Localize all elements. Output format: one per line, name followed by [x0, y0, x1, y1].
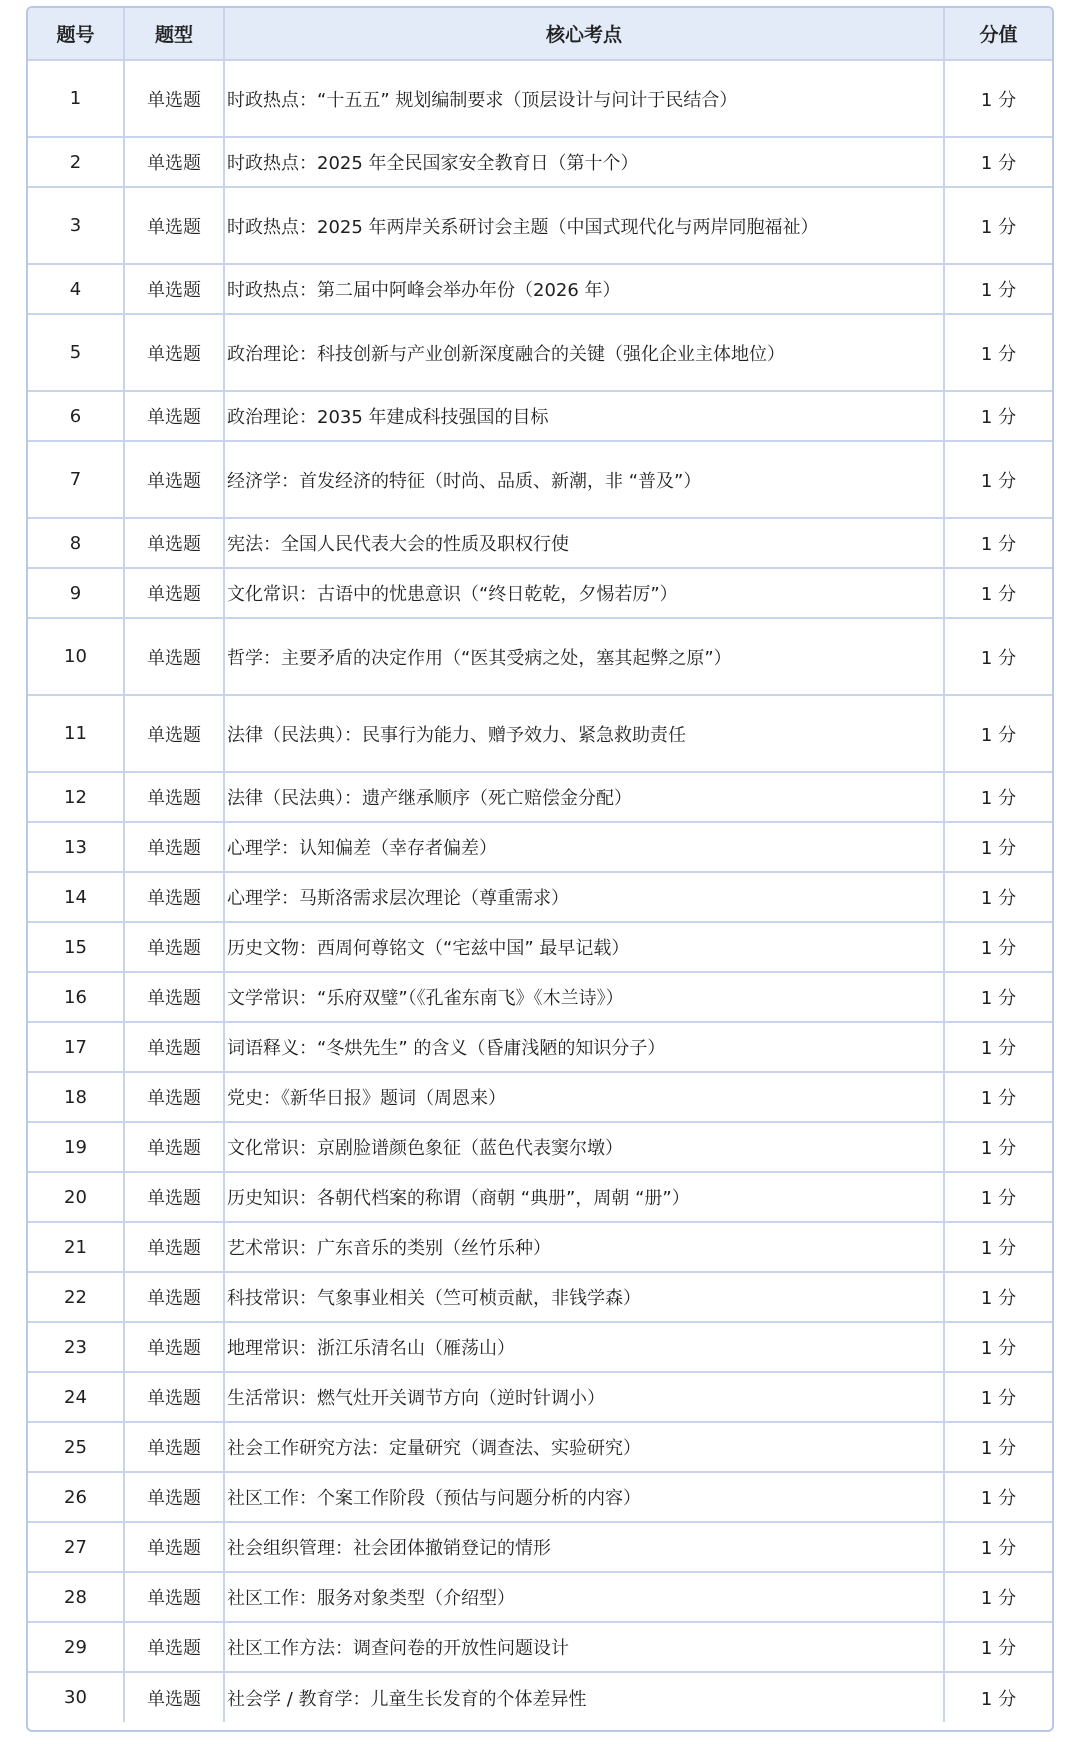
- row-number: 30: [28, 1672, 124, 1722]
- table-row: [28, 922, 1052, 972]
- row-number: 1: [28, 60, 124, 137]
- row-number: 20: [28, 1172, 124, 1222]
- row-type: 单选题: [124, 1222, 224, 1272]
- row-type: 单选题: [124, 1022, 224, 1072]
- row-type: 单选题: [124, 1572, 224, 1622]
- row-point: 历史知识：各朝代档案的称谓（商朝 “典册”，周朝 “册”）: [224, 1172, 944, 1222]
- row-number: 28: [28, 1572, 124, 1622]
- table-body: [28, 60, 1052, 1722]
- table-row: [28, 391, 1052, 441]
- row-type: 单选题: [124, 772, 224, 822]
- row-point: 哲学：主要矛盾的决定作用（“医其受病之处，塞其起弊之原”）: [224, 618, 944, 695]
- row-number: 23: [28, 1322, 124, 1372]
- row-point: 社区工作：个案工作阶段（预估与问题分析的内容）: [224, 1472, 944, 1522]
- table-row: [28, 872, 1052, 922]
- row-type: 单选题: [124, 822, 224, 872]
- row-score: 1 分: [944, 695, 1052, 772]
- table-row: [28, 568, 1052, 618]
- row-type: 单选题: [124, 518, 224, 568]
- header-number: 题号: [28, 8, 124, 60]
- row-type: 单选题: [124, 872, 224, 922]
- table-row: [28, 1472, 1052, 1522]
- row-score: 1 分: [944, 772, 1052, 822]
- row-score: 1 分: [944, 1522, 1052, 1572]
- row-point: 生活常识：燃气灶开关调节方向（逆时针调小）: [224, 1372, 944, 1422]
- row-score: 1 分: [944, 618, 1052, 695]
- row-point: 社会组织管理：社会团体撤销登记的情形: [224, 1522, 944, 1572]
- table-row: [28, 137, 1052, 187]
- row-type: 单选题: [124, 1322, 224, 1372]
- row-score: 1 分: [944, 391, 1052, 441]
- row-point: 社区工作：服务对象类型（介绍型）: [224, 1572, 944, 1622]
- row-number: 12: [28, 772, 124, 822]
- table-row: [28, 1422, 1052, 1472]
- row-point: 文化常识：京剧脸谱颜色象征（蓝色代表窦尔墩）: [224, 1122, 944, 1172]
- row-type: 单选题: [124, 922, 224, 972]
- row-point: 科技常识：气象事业相关（竺可桢贡献，非钱学森）: [224, 1272, 944, 1322]
- row-score: 1 分: [944, 568, 1052, 618]
- row-type: 单选题: [124, 391, 224, 441]
- row-point: 词语释义：“冬烘先生” 的含义（昏庸浅陋的知识分子）: [224, 1022, 944, 1072]
- header-score: 分值: [944, 8, 1052, 60]
- row-type: 单选题: [124, 1372, 224, 1422]
- row-point: 政治理论：2035 年建成科技强国的目标: [224, 391, 944, 441]
- row-number: 5: [28, 314, 124, 391]
- row-type: 单选题: [124, 1072, 224, 1122]
- row-number: 27: [28, 1522, 124, 1572]
- header-row: [28, 8, 1052, 60]
- table-row: [28, 1322, 1052, 1372]
- row-type: 单选题: [124, 60, 224, 137]
- table-row: [28, 1222, 1052, 1272]
- row-point: 文学常识：“乐府双璧”（《孔雀东南飞》《木兰诗》）: [224, 972, 944, 1022]
- row-point: 社区工作方法：调查问卷的开放性问题设计: [224, 1622, 944, 1672]
- row-number: 22: [28, 1272, 124, 1322]
- table-header: [28, 8, 1052, 60]
- table-row: [28, 1372, 1052, 1422]
- row-score: 1 分: [944, 1322, 1052, 1372]
- row-point: 党史：《新华日报》题词（周恩来）: [224, 1072, 944, 1122]
- table-row: [28, 518, 1052, 568]
- table-row: [28, 972, 1052, 1022]
- table-row: [28, 187, 1052, 264]
- row-number: 26: [28, 1472, 124, 1522]
- row-score: 1 分: [944, 314, 1052, 391]
- header-point: 核心考点: [224, 8, 944, 60]
- row-point: 法律（民法典）：民事行为能力、赠予效力、紧急救助责任: [224, 695, 944, 772]
- row-number: 6: [28, 391, 124, 441]
- row-score: 1 分: [944, 1222, 1052, 1272]
- table-row: [28, 1272, 1052, 1322]
- row-type: 单选题: [124, 314, 224, 391]
- row-type: 单选题: [124, 1272, 224, 1322]
- row-score: 1 分: [944, 922, 1052, 972]
- row-point: 宪法：全国人民代表大会的性质及职权行使: [224, 518, 944, 568]
- row-number: 2: [28, 137, 124, 187]
- row-score: 1 分: [944, 1372, 1052, 1422]
- row-number: 18: [28, 1072, 124, 1122]
- table-row: [28, 772, 1052, 822]
- row-score: 1 分: [944, 1472, 1052, 1522]
- row-type: 单选题: [124, 695, 224, 772]
- row-score: 1 分: [980, 1688, 1017, 1710]
- row-point: 心理学：马斯洛需求层次理论（尊重需求）: [224, 872, 944, 922]
- table-row: [28, 441, 1052, 518]
- row-number: 3: [28, 187, 124, 264]
- row-type: 单选题: [124, 187, 224, 264]
- row-point: 时政热点：“十五五” 规划编制要求（顶层设计与问计于民结合）: [224, 60, 944, 137]
- row-type: 单选题: [124, 1422, 224, 1472]
- table-row: [28, 314, 1052, 391]
- row-score: 1 分: [944, 187, 1052, 264]
- row-number: 24: [28, 1372, 124, 1422]
- row-number: 15: [28, 922, 124, 972]
- row-score: 1 分: [944, 137, 1052, 187]
- row-score: 1 分: [944, 1022, 1052, 1072]
- row-type: 单选题: [124, 1172, 224, 1222]
- row-score: 1 分: [944, 1172, 1052, 1222]
- row-score: 1 分: [944, 60, 1052, 137]
- row-number: 8: [28, 518, 124, 568]
- table-row: [28, 1622, 1052, 1672]
- row-point: 政治理论：科技创新与产业创新深度融合的关键（强化企业主体地位）: [224, 314, 944, 391]
- row-type: 单选题: [124, 618, 224, 695]
- table-row: [28, 1122, 1052, 1172]
- table-row: [28, 695, 1052, 772]
- row-number: 21: [28, 1222, 124, 1272]
- row-score: 1 分: [944, 1272, 1052, 1322]
- row-point: 历史文物：西周何尊铭文（“宅兹中国” 最早记载）: [224, 922, 944, 972]
- table-row: [28, 822, 1052, 872]
- row-type: 单选题: [124, 972, 224, 1022]
- exam-topics-table-card: [26, 6, 1054, 1732]
- row-type: 单选题: [124, 264, 224, 314]
- row-number: 19: [28, 1122, 124, 1172]
- row-number: 17: [28, 1022, 124, 1072]
- row-number: 16: [28, 972, 124, 1022]
- row-number: 13: [28, 822, 124, 872]
- row-point: 时政热点：第二届中阿峰会举办年份（2026 年）: [224, 264, 944, 314]
- row-score: 1 分: [944, 1072, 1052, 1122]
- row-score: 1 分: [944, 1622, 1052, 1672]
- row-score: 1 分: [944, 822, 1052, 872]
- row-number: 29: [28, 1622, 124, 1672]
- table-row: [28, 1572, 1052, 1622]
- row-number: 14: [28, 872, 124, 922]
- table-row: [28, 1022, 1052, 1072]
- row-point: 法律（民法典）：遗产继承顺序（死亡赔偿金分配）: [224, 772, 944, 822]
- row-number: 10: [28, 618, 124, 695]
- row-number: 9: [28, 568, 124, 618]
- row-point: 时政热点：2025 年全民国家安全教育日（第十个）: [224, 137, 944, 187]
- row-point: 地理常识：浙江乐清名山（雁荡山）: [224, 1322, 944, 1372]
- row-score: 1 分: [944, 441, 1052, 518]
- row-point: 时政热点：2025 年两岸关系研讨会主题（中国式现代化与两岸同胞福祉）: [224, 187, 944, 264]
- row-score: 1 分: [944, 972, 1052, 1022]
- row-number: 11: [28, 695, 124, 772]
- row-point: 心理学：认知偏差（幸存者偏差）: [224, 822, 944, 872]
- row-score: 1 分: [944, 264, 1052, 314]
- table-row: [28, 60, 1052, 137]
- row-point: 社会工作研究方法：定量研究（调查法、实验研究）: [224, 1422, 944, 1472]
- row-type: 单选题: [124, 1672, 224, 1722]
- row-number: 7: [28, 441, 124, 518]
- row-number: 25: [28, 1422, 124, 1472]
- exam-topics-table: [28, 8, 1052, 1722]
- row-score: 1 分: [944, 1122, 1052, 1172]
- row-type: 单选题: [124, 1122, 224, 1172]
- row-type: 单选题: [124, 1522, 224, 1572]
- row-score: 1 分: [944, 872, 1052, 922]
- header-type: 题型: [124, 8, 224, 60]
- row-point: 文化常识：古语中的忧患意识（“终日乾乾，夕惕若厉”）: [224, 568, 944, 618]
- row-type: 单选题: [124, 441, 224, 518]
- row-type: 单选题: [124, 1472, 224, 1522]
- row-point: 社会学 / 教育学：儿童生长发育的个体差异性: [224, 1672, 944, 1722]
- row-point: 艺术常识：广东音乐的类别（丝竹乐种）: [224, 1222, 944, 1272]
- table-row: [28, 1072, 1052, 1122]
- row-score: 1 分: [944, 518, 1052, 568]
- row-type: 单选题: [124, 568, 224, 618]
- row-type: 单选题: [124, 137, 224, 187]
- row-type: 单选题: [124, 1622, 224, 1672]
- table-row: [28, 1672, 1052, 1722]
- row-score: 1 分: [944, 1422, 1052, 1472]
- table-row: [28, 1172, 1052, 1222]
- table-row: [28, 1522, 1052, 1572]
- row-score: 1 分: [944, 1572, 1052, 1622]
- row-number: 4: [28, 264, 124, 314]
- table-row: [28, 264, 1052, 314]
- table-row: [28, 618, 1052, 695]
- row-point: 经济学：首发经济的特征（时尚、品质、新潮，非 “普及”）: [224, 441, 944, 518]
